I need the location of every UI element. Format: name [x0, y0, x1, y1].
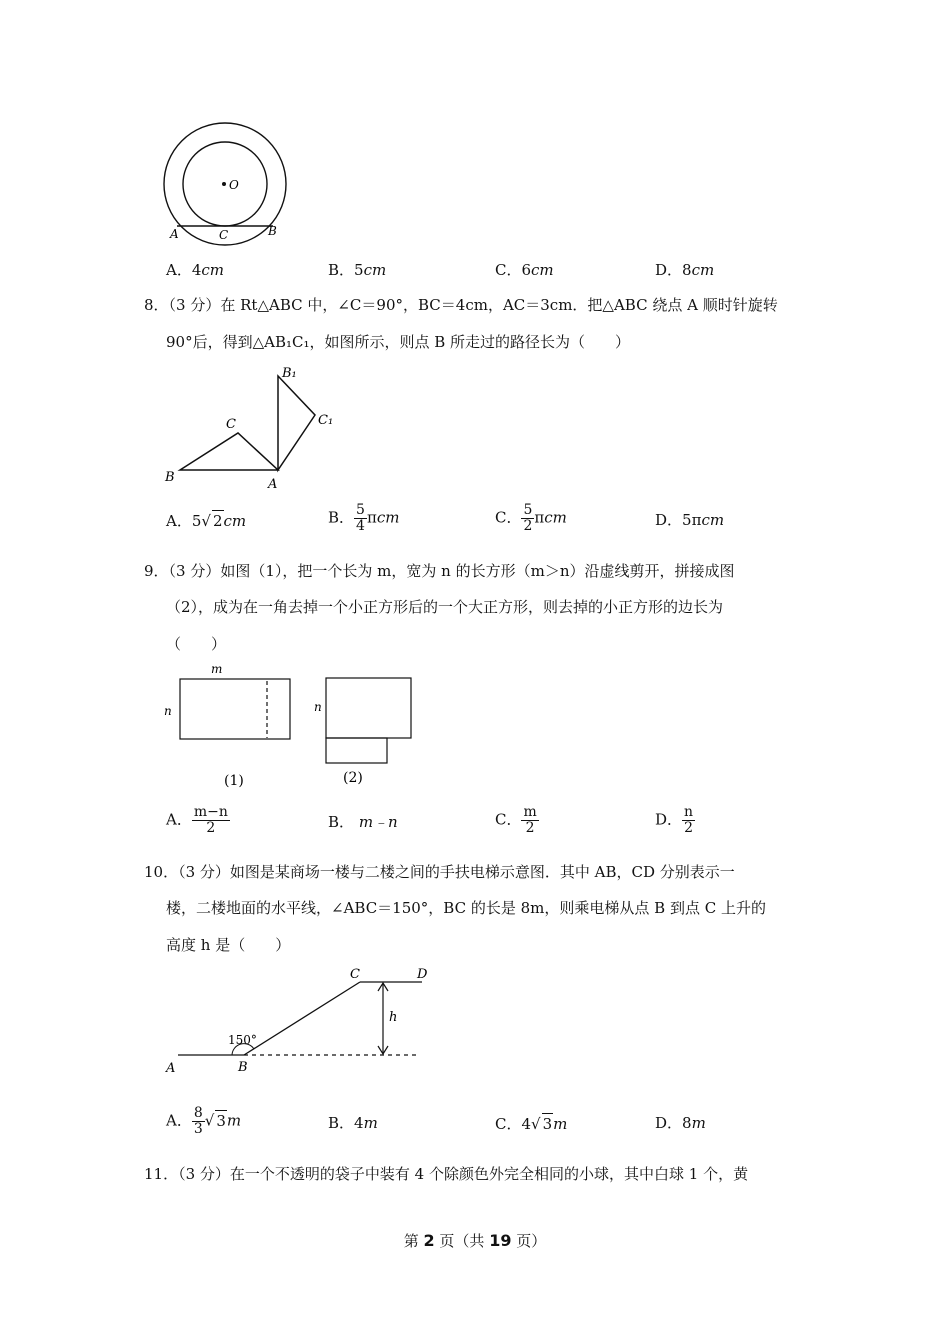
label-a: A: [268, 477, 278, 492]
label-c: C: [226, 417, 236, 432]
q7-option-d: D．8cm: [655, 261, 715, 279]
angle-label: 150°: [228, 1033, 257, 1047]
label-d: D: [417, 967, 428, 982]
label-n1: n: [164, 704, 172, 718]
caption-2: (2): [343, 770, 363, 786]
center-dot: [222, 182, 226, 186]
label-b: B: [238, 1060, 248, 1075]
q10-option-c: C．4√ 3m: [495, 1115, 568, 1133]
page-footer: 第 2 页（共 19 页）: [403, 1231, 547, 1250]
escalator-bc: [244, 982, 360, 1055]
q9-text-line3: （ ）: [166, 635, 227, 653]
q8-figure: [160, 360, 350, 495]
q8-option-b: B． $\frac{5}{4}$ πcm: [328, 502, 400, 534]
q9-text-line2: （2），成为在一角去掉一个小正方形后的一个大正方形，则去掉的小正方形的边长为: [166, 598, 724, 616]
label-a: A: [170, 227, 179, 241]
q7-option-b: B．5cm: [328, 261, 387, 279]
q10-text-line2: 楼，二楼地面的水平线，∠ABC＝150°，BC 的长是 8m，则乘电梯从点 B 到点 C 上升的: [166, 899, 766, 917]
label-c: C: [350, 967, 360, 982]
q9-option-b: B． m﹣n: [328, 813, 398, 831]
q10-option-a: A． $\frac{8}{3}$ √ 3m: [166, 1105, 242, 1137]
triangle-ab1c1: [278, 376, 315, 470]
q8-option-d: D．5πcm: [655, 511, 725, 529]
big-square: [326, 678, 411, 738]
rectangle-mn: [180, 679, 290, 739]
label-b1: B₁: [282, 366, 297, 381]
label-b: B: [268, 224, 277, 238]
label-n2: n: [314, 700, 322, 714]
triangle-abc: [180, 433, 278, 470]
q9-option-c: C． $\frac{m}{2}$: [495, 804, 537, 836]
q8-text-line1: 8．（3 分）在 Rt△ABC 中，∠C＝90°，BC＝4cm，AC＝3cm．把△ABC 绕点 A 顺时针旋转: [144, 296, 778, 314]
q10-option-d: D．8m: [655, 1114, 706, 1132]
q10-text-line1: 10．（3 分）如图是某商场一楼与二楼之间的手扶电梯示意图．其中 AB，CD 分别表示一: [144, 863, 735, 881]
caption-1: (1): [224, 773, 244, 789]
q10-text-line3: 高度 h 是（ ）: [166, 936, 291, 954]
q8-option-a: A．5√ 2cm: [166, 512, 247, 530]
label-m: m: [211, 662, 223, 676]
q8-option-c: C． $\frac{5}{2}$ πcm: [495, 502, 567, 534]
q9-text-line1: 9．（3 分）如图（1），把一个长为 m，宽为 n 的长方形（m＞n）沿虚线剪开，拼接成图: [144, 562, 735, 580]
label-o: O: [229, 178, 239, 192]
q7-figure: [155, 118, 295, 248]
label-a: A: [166, 1061, 176, 1076]
label-c1: C₁: [318, 413, 334, 428]
label-c: C: [219, 228, 229, 242]
q10-figure: [160, 960, 440, 1080]
q11-text-line1: 11．（3 分）在一个不透明的袋子中装有 4 个除颜色外完全相同的小球，其中白球 1 个，黄: [144, 1165, 749, 1183]
q9-option-d: D． $\frac{n}{2}$: [655, 804, 694, 836]
q10-option-b: B．4m: [328, 1114, 378, 1132]
q8-text-line2: 90°后，得到△AB₁C₁，如图所示，则点 B 所走过的路径长为（ ）: [166, 333, 631, 351]
q7-option-a: A．4cm: [166, 261, 225, 279]
attached-strip: [326, 738, 387, 763]
label-h: h: [389, 1010, 398, 1025]
q9-option-a: A． $\frac{m-n}{2}$: [166, 804, 228, 836]
q9-figure: [155, 660, 425, 795]
label-b: B: [165, 470, 175, 485]
q7-option-c: C．6cm: [495, 261, 554, 279]
